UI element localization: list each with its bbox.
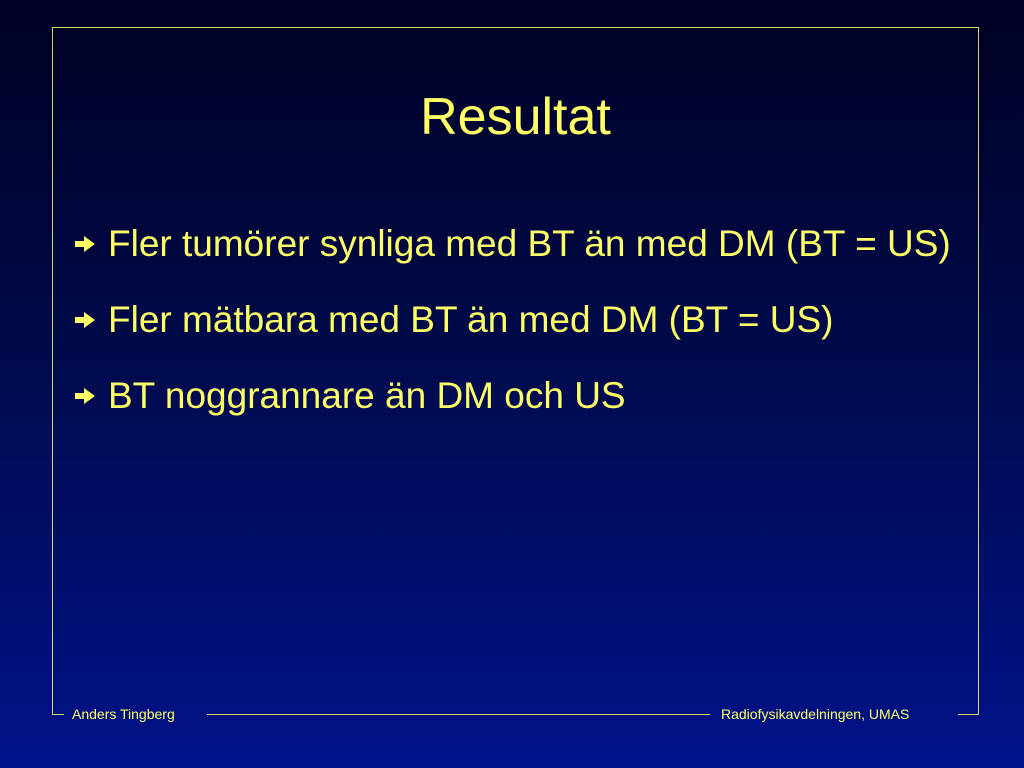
footer-department: Radiofysikavdelningen, UMAS — [721, 706, 910, 722]
footer-rule-right — [958, 714, 979, 715]
slide-title: Resultat — [420, 88, 611, 146]
arrow-right-icon — [74, 215, 108, 272]
bullet-item — [74, 367, 954, 424]
arrow-right-icon — [74, 367, 108, 424]
footer-rule-left — [52, 714, 64, 715]
footer-author: Anders Tingberg — [72, 706, 175, 722]
bullet-list — [74, 215, 954, 443]
bullet-text: Fler mätbara med BT än med DM (BT = US) — [108, 299, 834, 340]
arrow-right-icon — [74, 291, 108, 348]
bullet-text: BT noggrannare än DM och US — [108, 375, 626, 416]
footer-rule-middle — [207, 714, 710, 715]
bullet-item — [74, 215, 954, 272]
bullet-item — [74, 291, 954, 348]
bullet-text: Fler tumörer synliga med BT än med DM (BT = US) — [108, 223, 951, 264]
